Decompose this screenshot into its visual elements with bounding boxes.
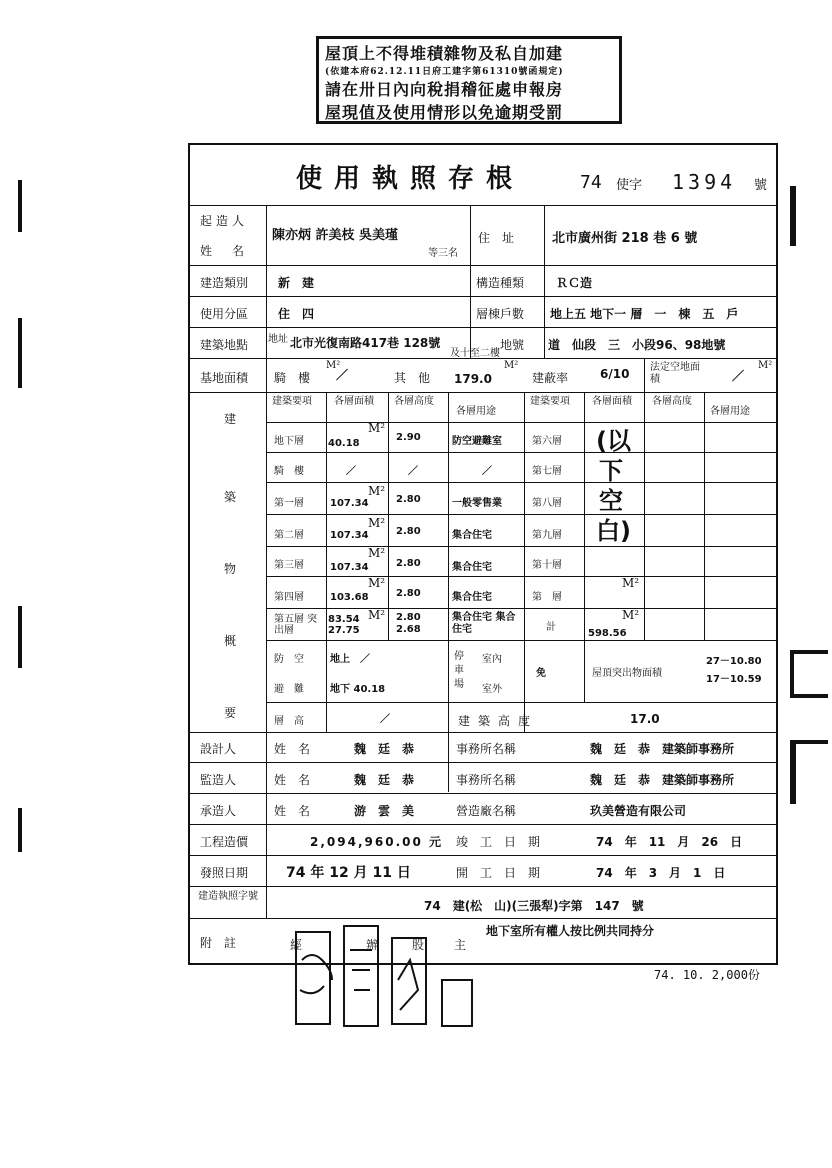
margin-mark [18,180,22,232]
approver-role: 股 [412,938,425,952]
unit: M² [504,360,519,371]
start-date: 74 年 3 月 1 日 [596,866,726,880]
cost-label: 工程造價 [200,835,249,849]
rule [266,576,776,577]
designer-office: 魏 廷 恭 建築師事務所 [590,742,735,756]
rule [190,855,776,856]
address-label: 住 址 [478,231,515,245]
form-title: 使用執照存根 [296,164,525,194]
floor-name-right: 第六層 [532,436,562,447]
supervisor-name-label: 姓 名 [274,773,311,787]
construction-permit-value: 74 建(松 山)(三張犁)字第 147 號 [424,899,644,913]
margin-mark [18,808,22,852]
floor-area: ／ [346,466,356,477]
designer-office-label: 事務所名稱 [456,742,517,756]
rule [266,482,776,483]
total-area: 598.56 [588,628,627,639]
total-label: 計 [546,622,556,633]
construction-permit-label: 建造執照字號 [198,891,258,902]
unit: M² [622,608,640,622]
col-header: 各層用途 [710,406,750,417]
rule [448,392,449,792]
issue-label: 發照日期 [200,866,249,880]
supervisor-label: 監造人 [200,773,237,787]
floor-use: ／ [482,466,492,477]
floor-use: 一般零售業 [452,498,502,509]
rule [266,205,267,918]
supervisor-name: 魏 廷 恭 [354,773,415,787]
unit: M² [368,516,386,530]
designer-label: 設計人 [200,742,237,756]
rule [584,392,585,702]
margin-mark [18,318,22,388]
shelter-above: 地上 ／ [330,654,370,665]
rule [190,327,776,328]
rule [266,546,776,547]
arcade-label: 騎 樓 [274,371,311,385]
issue-date: 74 年 12 月 11 日 [286,865,411,881]
rule [524,392,525,732]
roof-b: 17－10.59 [706,674,762,685]
stamp-line-1: 屋頂上不得堆積雜物及私自加建 [325,44,564,63]
rule [266,514,776,515]
floors-label: 層棟戶數 [476,307,525,321]
floor-area: 103.68 [330,592,369,603]
floor-area: 107.34 [330,530,369,541]
floor-name-right: 第九層 [532,530,562,541]
floor-name: 第五層 突出層 [274,614,318,636]
col-header: 各層用途 [456,406,496,417]
builder-label: 起造人 [200,214,249,228]
floor-name: 地下層 [274,436,304,447]
floor-height-value: ／ [380,714,390,725]
area-label: 基地面積 [200,371,249,385]
roof-a: 27－10.80 [706,656,762,667]
print-run: 74. 10. 2,000份 [654,968,760,982]
floor-name-right: 第八層 [532,498,562,509]
floor-use: 集合住宅 集合住宅 [452,612,516,635]
designer-name-label: 姓 名 [274,742,311,756]
coverage-label: 建蔽率 [532,371,569,385]
cost-value: 2,094,960.00 元 [310,835,444,849]
permit-suffix: 號 [754,178,768,193]
rule [190,392,776,393]
floor-area: 40.18 [328,438,360,449]
unit: M² [368,576,386,590]
stamp-line-3: 請在卅日內向稅捐稽征處申報房 [325,80,564,99]
unit: M² [368,546,386,560]
contractor-name: 游 雲 美 [354,804,415,818]
floor-name-right: 第 層 [532,592,562,603]
unit: M² [368,608,386,622]
blank-note: (以下空白) [596,427,631,545]
floor-area: 107.34 [330,562,369,573]
floors-value: 地上五 地下一 層 一 棟 五 戶 [550,307,739,321]
shelter-label-b: 避 難 [274,684,304,695]
rule [644,358,645,640]
rule [266,640,776,641]
shelter-label-a: 防 空 [274,654,304,665]
edge-mark [790,740,828,804]
other-value: 179.0 [454,372,492,386]
parking-indoor: 室內 [482,654,502,665]
side-char: 建 [224,412,237,426]
floor-height: 2.80 [396,526,421,537]
note-label: 附 註 [200,936,237,950]
supervisor-office: 魏 廷 恭 建築師事務所 [590,773,735,787]
margin-mark [18,606,22,668]
floor-name: 第二層 [274,530,304,541]
rule [266,608,776,609]
supervisor-office-label: 事務所名稱 [456,773,517,787]
edge-mark [790,650,828,698]
rule [190,886,776,887]
contractor-office-label: 營造廠名稱 [456,804,517,818]
notice-stamp [316,36,622,124]
side-char: 物 [224,562,237,576]
floor-height: 2.80 [396,588,421,599]
builder-extra: 等三名 [428,248,458,259]
rule [190,918,776,919]
floor-use: 集合住宅 [452,562,492,573]
floor-height: ／ [408,466,418,477]
col-header: 各層高度 [652,396,692,407]
lot-value: 道 仙段 三 小段96、98地號 [548,338,726,352]
zone-label: 使用分區 [200,307,249,321]
rule [190,265,776,266]
floor-name: 第一層 [274,498,304,509]
rule [266,452,776,453]
builder-names: 陳亦炳 許美枝 吳美瑾 [272,228,399,243]
parking-outdoor: 室外 [482,684,502,695]
contractor-label: 承造人 [200,804,237,818]
roof-label: 屋頂突出物面積 [592,668,662,679]
floor-area: 107.34 [330,498,369,509]
rule [190,732,776,733]
approver-role: 經 [290,938,303,952]
side-char: 概 [224,634,237,648]
rule [190,762,776,763]
rule [326,392,327,732]
unit: M² [368,484,386,498]
builder-name-label: 姓 名 [200,244,249,258]
address-value: 北市廣州街 218 巷 6 號 [552,231,698,246]
col-header: 各層面積 [334,396,374,407]
shelter-below: 地下 40.18 [330,684,386,695]
coverage-value: 6/10 [600,367,630,381]
approver-role: 辦 [366,938,379,952]
other-label: 其 他 [394,371,431,385]
floor-name: 第四層 [274,592,304,603]
contractor-office: 玖美營造有限公司 [590,804,687,818]
arcade-value: ／ [336,368,349,382]
open-area-value: ／ [732,369,745,383]
permit-number: 1394 [672,170,737,194]
col-header: 各層面積 [592,396,632,407]
unit: M² [758,360,773,371]
col-header: 各層高度 [394,396,434,407]
contractor-name-label: 姓 名 [274,804,311,818]
stamp-line-4: 屋現值及使用情形以免逾期受罰 [325,103,564,122]
rule [266,422,776,423]
site-sub-label: 地址 [268,334,288,345]
rule [190,205,776,206]
approval-seals [282,920,482,1032]
rule [266,702,776,703]
structure-label: 構造種類 [476,276,525,290]
floor-height: 2.90 [396,432,421,443]
floor-height: 2.80 2.68 [396,612,421,635]
floor-name: 第三層 [274,560,304,571]
build-type-value: 新 建 [278,276,315,290]
completion-label: 竣 工 日 期 [456,835,541,849]
floor-use: 集合住宅 [452,592,492,603]
site-label: 建築地點 [200,338,249,352]
rule [470,205,471,358]
rule [190,824,776,825]
designer-name: 魏 廷 恭 [354,742,415,756]
site-extra: 及十至二樓 [450,348,500,359]
start-label: 開 工 日 期 [456,866,541,880]
col-header: 建築要項 [272,396,312,407]
rule [704,392,705,640]
note-text: 地下室所有權人按比例共同持分 [486,924,655,938]
floor-name-right: 第七層 [532,466,562,477]
lot-label: 地號 [500,338,525,352]
rule [544,205,545,358]
parking-label: 停車場 [454,651,464,690]
unit: M² [326,360,341,371]
side-char: 築 [224,490,237,504]
floor-name: 騎 樓 [274,466,304,477]
building-height-value: 17.0 [630,712,660,726]
unit: M² [368,421,386,435]
parking-value: 免 [536,668,546,679]
unit: M² [622,576,640,590]
structure-value: ＲＣ造 [556,276,593,290]
site-value: 北市光復南路417巷 128號 [290,336,441,350]
floor-use: 防空避難室 [452,436,502,447]
zone-value: 住 四 [278,307,315,321]
completion-date: 74 年 11 月 26 日 [596,835,743,849]
permit-word: 使字 [616,178,643,193]
floor-height: 2.80 [396,494,421,505]
approver-role: 主 [454,938,467,952]
open-area-label: 法定空地面積 [650,362,700,385]
floor-area: 83.54 27.75 [328,614,360,636]
rule [388,392,389,640]
side-char: 要 [224,706,237,720]
rule [190,793,776,794]
stamp-line-2: (依建本府62.12.11日府工建字第61310號函規定) [325,67,564,77]
floor-height-label: 層 高 [274,716,304,727]
edge-mark [790,186,826,246]
floor-name-right: 第十層 [532,560,562,571]
building-height-label: 建築高度 [458,714,539,728]
build-type-label: 建造類別 [200,276,249,290]
col-header: 建築要項 [530,396,570,407]
permit-year: 74 [580,172,602,193]
floor-height: 2.80 [396,558,421,569]
rule [190,296,776,297]
floor-use: 集合住宅 [452,530,492,541]
